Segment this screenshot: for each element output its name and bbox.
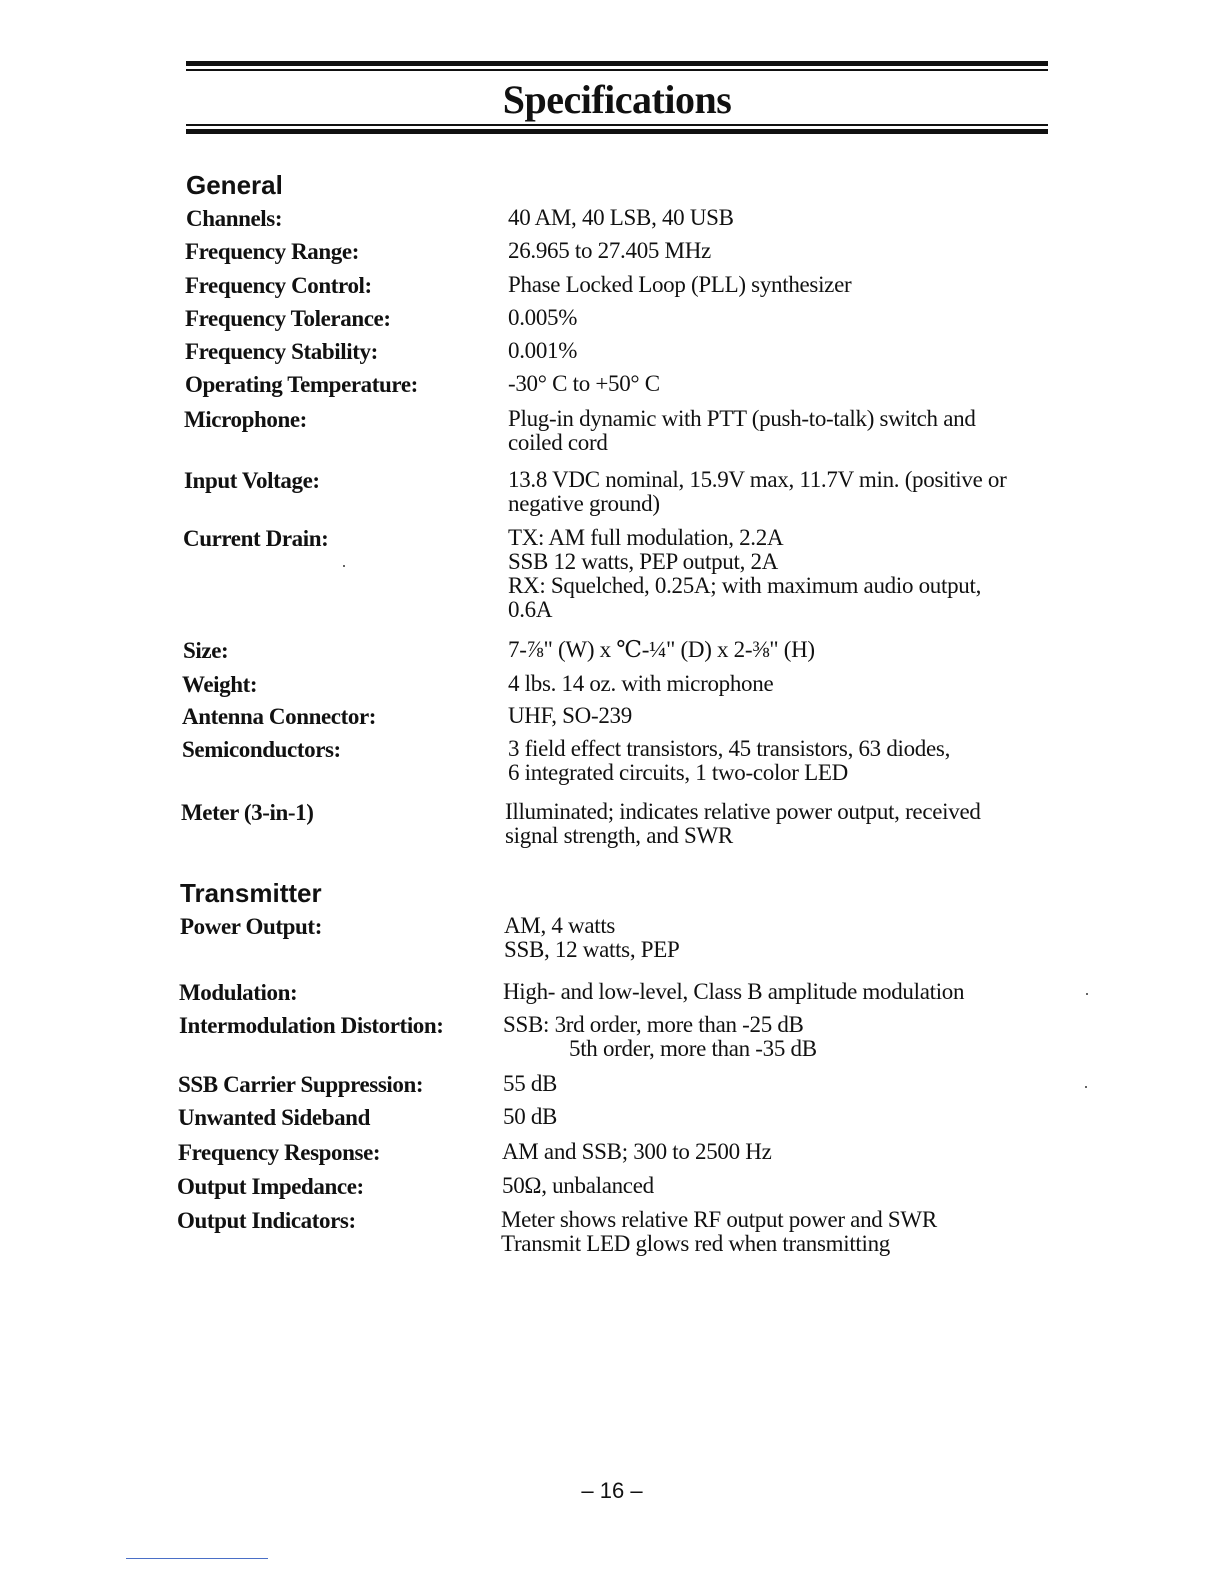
- spec-label: SSB Carrier Suppression:: [178, 1072, 424, 1097]
- spec-value: 55 dB: [503, 1071, 558, 1096]
- spec-label: Frequency Tolerance:: [185, 306, 391, 331]
- spec-label: Output Indicators:: [177, 1208, 356, 1233]
- spec-value: Meter shows relative RF output power and SWR Transmit LED glows red when transmitting: [501, 1207, 937, 1256]
- spec-label: Frequency Response:: [178, 1140, 381, 1165]
- spec-value: Phase Locked Loop (PLL) synthesizer: [508, 272, 852, 297]
- spec-value: TX: AM full modulation, 2.2A SSB 12 watts, PEP output, 2A RX: Squelched, 0.25A; with maximum audio output, 0.6A: [508, 525, 982, 622]
- section-heading-general: General: [186, 170, 283, 200]
- spec-label: Current Drain:: [183, 526, 329, 551]
- spec-value: Illuminated; indicates relative power output, received signal strength, and SWR: [505, 799, 981, 848]
- page-title: Specifications: [502, 77, 732, 122]
- scan-speck: [343, 565, 345, 567]
- spec-value: SSB: 3rd order, more than -25 dB 5th order, more than -35 dB: [503, 1012, 817, 1061]
- scan-speck: [1086, 993, 1088, 995]
- spec-value: 4 lbs. 14 oz. with microphone: [508, 671, 774, 696]
- spec-label: Operating Temperature:: [185, 372, 418, 397]
- spec-value: 26.965 to 27.405 MHz: [508, 238, 711, 263]
- spec-label: Power Output:: [180, 914, 322, 939]
- header-rule-bottom-thick: [186, 129, 1048, 134]
- spec-label: Antenna Connector:: [182, 704, 377, 729]
- spec-value: 0.005%: [508, 305, 578, 330]
- spec-label: Unwanted Sideband: [178, 1105, 370, 1130]
- spec-label: Meter (3-in-1): [181, 800, 314, 825]
- header-rule-top-thin: [186, 69, 1048, 71]
- spec-value: High- and low-level, Class B amplitude modulation: [503, 979, 965, 1004]
- scan-speck: [1085, 1086, 1087, 1088]
- spec-label: Frequency Range:: [185, 239, 359, 264]
- spec-label: Channels:: [186, 206, 283, 231]
- spec-label: Input Voltage:: [184, 468, 320, 493]
- section-heading-transmitter: Transmitter: [180, 878, 322, 908]
- spec-value: 40 AM, 40 LSB, 40 USB: [508, 205, 734, 230]
- page-number: – 16 –: [581, 1478, 643, 1503]
- spec-value: Plug-in dynamic with PTT (push-to-talk) switch and coiled cord: [508, 406, 976, 455]
- spec-label: Microphone:: [184, 407, 307, 432]
- spec-value: UHF, SO-239: [508, 703, 632, 728]
- spec-value: 13.8 VDC nominal, 15.9V max, 11.7V min. (positive or negative ground): [508, 467, 1007, 516]
- header-rule-top-thick: [186, 61, 1048, 66]
- spec-label: Intermodulation Distortion:: [179, 1013, 444, 1038]
- spec-value: 0.001%: [508, 338, 578, 363]
- spec-label: Size:: [183, 638, 229, 663]
- spec-value: AM and SSB; 300 to 2500 Hz: [502, 1139, 772, 1164]
- spec-value: 50 dB: [503, 1104, 558, 1129]
- footnote-rule: [126, 1558, 268, 1559]
- spec-label: Frequency Control:: [185, 273, 372, 298]
- spec-label: Frequency Stability:: [185, 339, 378, 364]
- header-rule-bottom-thin: [186, 124, 1048, 126]
- spec-label: Output Impedance:: [177, 1174, 364, 1199]
- spec-value: 50Ω, unbalanced: [502, 1173, 654, 1198]
- spec-label: Weight:: [182, 672, 258, 697]
- spec-value: 7-⅞" (W) x ℃-¼" (D) x 2-⅜" (H): [508, 637, 815, 662]
- spec-label: Semiconductors:: [182, 737, 341, 762]
- spec-value: -30° C to +50° C: [508, 371, 660, 396]
- spec-label: Modulation:: [179, 980, 298, 1005]
- spec-value: AM, 4 watts SSB, 12 watts, PEP: [504, 913, 680, 962]
- spec-value: 3 field effect transistors, 45 transistors, 63 diodes, 6 integrated circuits, 1 two-color LED: [508, 736, 951, 785]
